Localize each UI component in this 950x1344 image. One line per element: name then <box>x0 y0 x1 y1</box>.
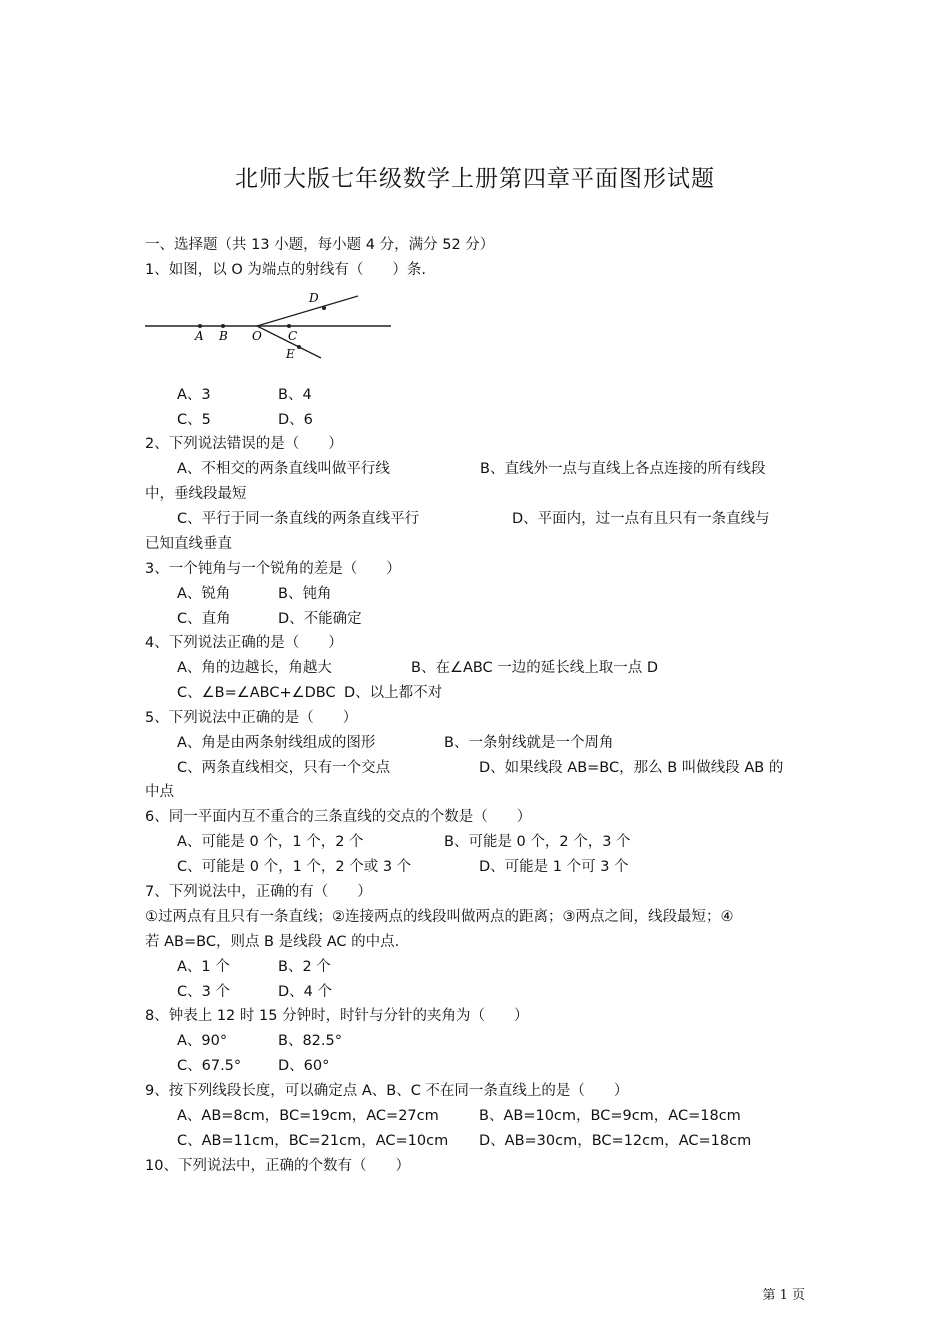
question-5-stem: 5、下列说法中正确的是（ ） <box>145 710 358 726</box>
q1-option-a: A、3 <box>177 387 211 403</box>
q1-option-d: D、6 <box>278 412 313 428</box>
q1-option-b: B、4 <box>278 387 312 403</box>
label-b: B <box>219 329 228 343</box>
q3-option-a: A、锐角 <box>177 586 231 602</box>
label-d: D <box>309 291 319 305</box>
question-9-stem: 9、按下列线段长度，可以确定点 A、B、C 不在同一条直线上的是（ ） <box>145 1083 629 1099</box>
q9-option-a: A、AB=8cm，BC=19cm，AC=27cm <box>177 1108 439 1124</box>
q8-option-a: A、90° <box>177 1033 228 1049</box>
q5-option-d-cont: 中点 <box>145 784 174 800</box>
question-10-stem: 10、下列说法中，正确的个数有（ ） <box>145 1158 410 1174</box>
q7-statements: ①过两点有且只有一条直线；②连接两点的线段叫做两点的距离；③两点之间，线段最短；④ <box>145 909 734 925</box>
q1-option-c: C、5 <box>177 412 211 428</box>
q8-option-c: C、67.5° <box>177 1058 242 1074</box>
label-e: E <box>286 347 295 361</box>
question-3-stem: 3、一个钝角与一个锐角的差是（ ） <box>145 561 401 577</box>
q5-option-b: B、一条射线就是一个周角 <box>444 735 614 751</box>
q2-option-a: A、不相交的两条直线叫做平行线 <box>177 461 390 477</box>
ray-figure <box>143 288 403 364</box>
point-a <box>198 324 202 328</box>
q8-option-b: B、82.5° <box>278 1033 342 1049</box>
q5-option-a: A、角是由两条射线组成的图形 <box>177 735 376 751</box>
q4-option-a: A、角的边越长，角越大 <box>177 660 332 676</box>
q9-option-c: C、AB=11cm，BC=21cm，AC=10cm <box>177 1133 449 1149</box>
point-c <box>287 324 291 328</box>
q5-option-d: D、如果线段 AB=BC，那么 B 叫做线段 AB 的 <box>479 760 784 776</box>
ray-od <box>257 296 358 326</box>
q9-option-d: D、AB=30cm，BC=12cm，AC=18cm <box>479 1133 752 1149</box>
q3-option-c: C、直角 <box>177 611 231 627</box>
q2-option-d-cont: 已知直线垂直 <box>145 536 232 552</box>
question-7-stem: 7、下列说法中，正确的有（ ） <box>145 884 372 900</box>
point-e <box>297 345 301 349</box>
q4-option-d: D、以上都不对 <box>344 685 443 701</box>
section-heading: 一、选择题（共 13 小题，每小题 4 分，满分 52 分） <box>145 237 495 253</box>
question-4-stem: 4、下列说法正确的是（ ） <box>145 635 343 651</box>
q4-option-c: C、∠B=∠ABC+∠DBC <box>177 685 336 701</box>
q8-option-d: D、60° <box>278 1058 330 1074</box>
page-number: 第 1 页 <box>762 1288 805 1303</box>
q7-statements-cont: 若 AB=BC，则点 B 是线段 AC 的中点. <box>145 934 400 950</box>
q2-option-b: B、直线外一点与直线上各点连接的所有线段 <box>480 461 766 477</box>
q3-option-d: D、不能确定 <box>278 611 362 627</box>
q3-option-b: B、钝角 <box>278 586 332 602</box>
label-c: C <box>288 329 298 343</box>
point-b <box>221 324 225 328</box>
q6-option-d: D、可能是 1 个可 3 个 <box>479 859 629 875</box>
page-title: 北师大版七年级数学上册第四章平面图形试题 <box>235 166 715 192</box>
question-1-stem: 1、如图，以 O 为端点的射线有（ ）条. <box>145 262 426 278</box>
label-a: A <box>195 329 204 343</box>
q7-option-d: D、4 个 <box>278 984 332 1000</box>
q2-option-d: D、平面内，过一点有且只有一条直线与 <box>512 511 770 527</box>
point-d <box>322 306 326 310</box>
q2-option-b-cont: 中，垂线段最短 <box>145 486 247 502</box>
question-2-stem: 2、下列说法错误的是（ ） <box>145 436 343 452</box>
q7-option-a: A、1 个 <box>177 959 230 975</box>
question-6-stem: 6、同一平面内互不重合的三条直线的交点的个数是（ ） <box>145 809 532 825</box>
q4-option-b: B、在∠ABC 一边的延长线上取一点 D <box>411 660 659 676</box>
q2-option-c: C、平行于同一条直线的两条直线平行 <box>177 511 420 527</box>
q5-option-c: C、两条直线相交，只有一个交点 <box>177 760 391 776</box>
q7-option-c: C、3 个 <box>177 984 230 1000</box>
q6-option-c: C、可能是 0 个，1 个，2 个或 3 个 <box>177 859 412 875</box>
q9-option-b: B、AB=10cm，BC=9cm，AC=18cm <box>479 1108 741 1124</box>
q6-option-b: B、可能是 0 个，2 个，3 个 <box>444 834 631 850</box>
q6-option-a: A、可能是 0 个，1 个，2 个 <box>177 834 364 850</box>
q7-option-b: B、2 个 <box>278 959 331 975</box>
label-o: O <box>252 329 262 343</box>
question-8-stem: 8、钟表上 12 时 15 分钟时，时针与分针的夹角为（ ） <box>145 1008 529 1024</box>
